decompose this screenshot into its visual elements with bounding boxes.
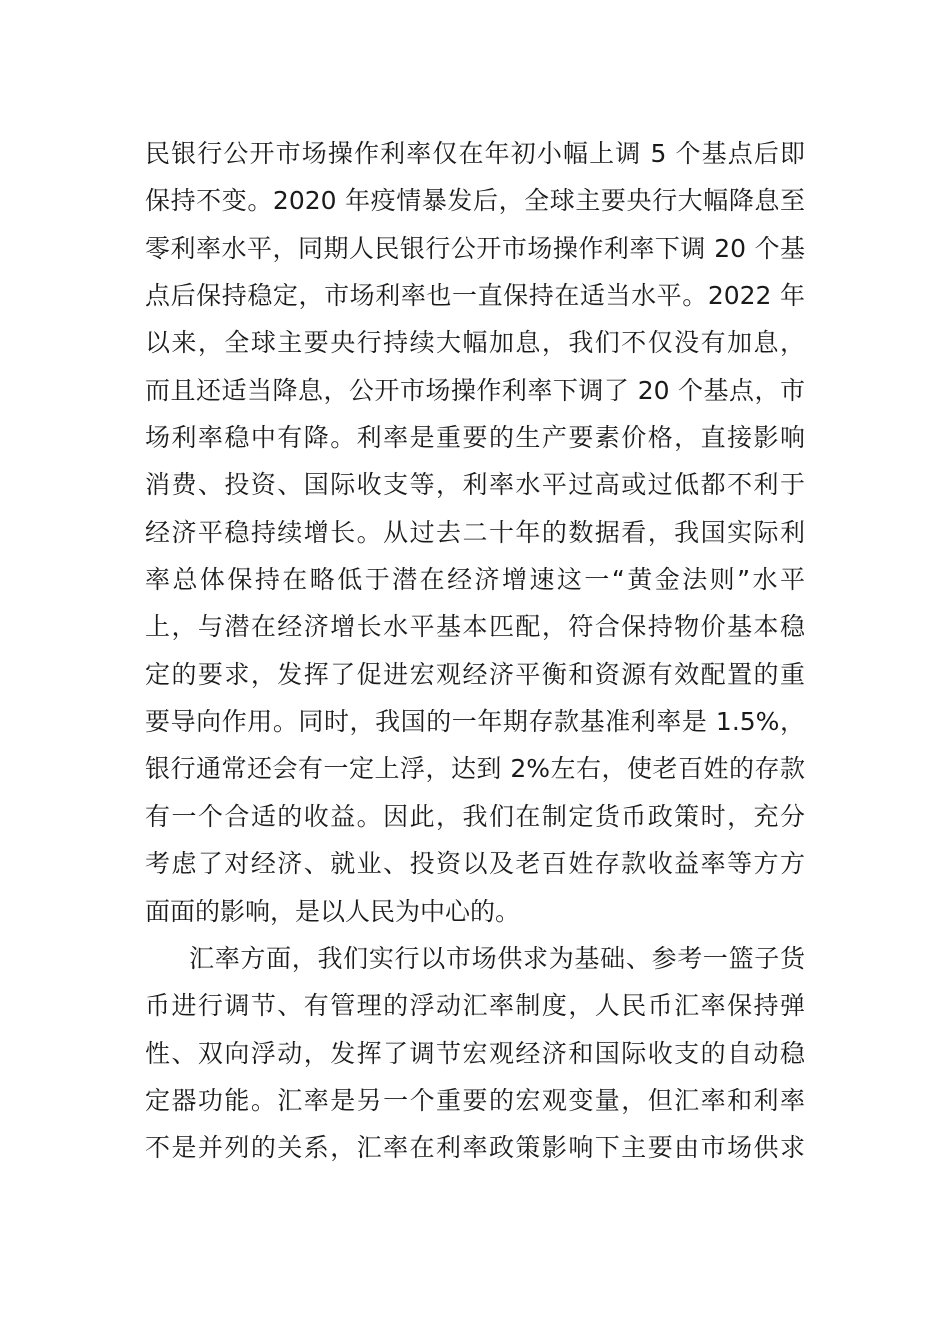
paragraph-1	[145, 130, 805, 935]
text-line: 而且还适当降息，公开市场操作利率下调了 20 个基点，市	[145, 375, 805, 405]
text-line: 性、双向浮动，发挥了调节宏观经济和国际收支的自动稳	[145, 1038, 805, 1068]
text-line: 民银行公开市场操作利率仅在年初小幅上调 5 个基点后即	[145, 139, 805, 168]
text-line: 汇率方面，我们实行以市场供求为基础、参考一篮子货	[189, 943, 805, 973]
text-line: 消费、投资、国际收支等，利率水平过高或过低都不利于	[145, 470, 805, 500]
text-line: 考虑了对经济、就业、投资以及老百姓存款收益率等方方	[145, 849, 805, 879]
text-line: 保持不变。2020 年疫情暴发后，全球主要央行大幅降息至	[145, 186, 805, 216]
text-line: 点后保持稳定，市场利率也一直保持在适当水平。2022 年	[145, 281, 805, 311]
text-line: 上，与潜在经济增长水平基本匹配，符合保持物价基本稳	[145, 612, 805, 642]
text-line: 不是并列的关系，汇率在利率政策影响下主要由市场供求	[145, 1133, 805, 1163]
text-line: 定的要求，发挥了促进宏观经济平衡和资源有效配置的重	[145, 659, 805, 689]
text-line: 场利率稳中有降。利率是重要的生产要素价格，直接影响	[145, 423, 805, 453]
text-line: 银行通常还会有一定上浮，达到 2%左右，使老百姓的存款	[145, 754, 805, 784]
text-line: 零利率水平，同期人民银行公开市场操作利率下调 20 个基	[145, 233, 805, 263]
text-line: 要导向作用。同时，我国的一年期存款基准利率是 1.5%，	[145, 707, 805, 737]
text-line: 以来，全球主要央行持续大幅加息，我们不仅没有加息，	[145, 328, 805, 358]
body-text	[145, 130, 805, 1172]
text-line: 面面的影响，是以人民为中心的。	[145, 896, 521, 926]
text-line: 币进行调节、有管理的浮动汇率制度，人民币汇率保持弹	[145, 991, 805, 1021]
text-line: 率总体保持在略低于潜在经济增速这一“黄金法则”水平	[145, 565, 805, 595]
text-line: 经济平稳持续增长。从过去二十年的数据看，我国实际利	[145, 517, 805, 547]
text-line: 有一个合适的收益。因此，我们在制定货币政策时，充分	[145, 801, 805, 831]
text-line: 定器功能。汇率是另一个重要的宏观变量，但汇率和利率	[145, 1085, 805, 1115]
paragraph-2	[145, 935, 805, 1172]
